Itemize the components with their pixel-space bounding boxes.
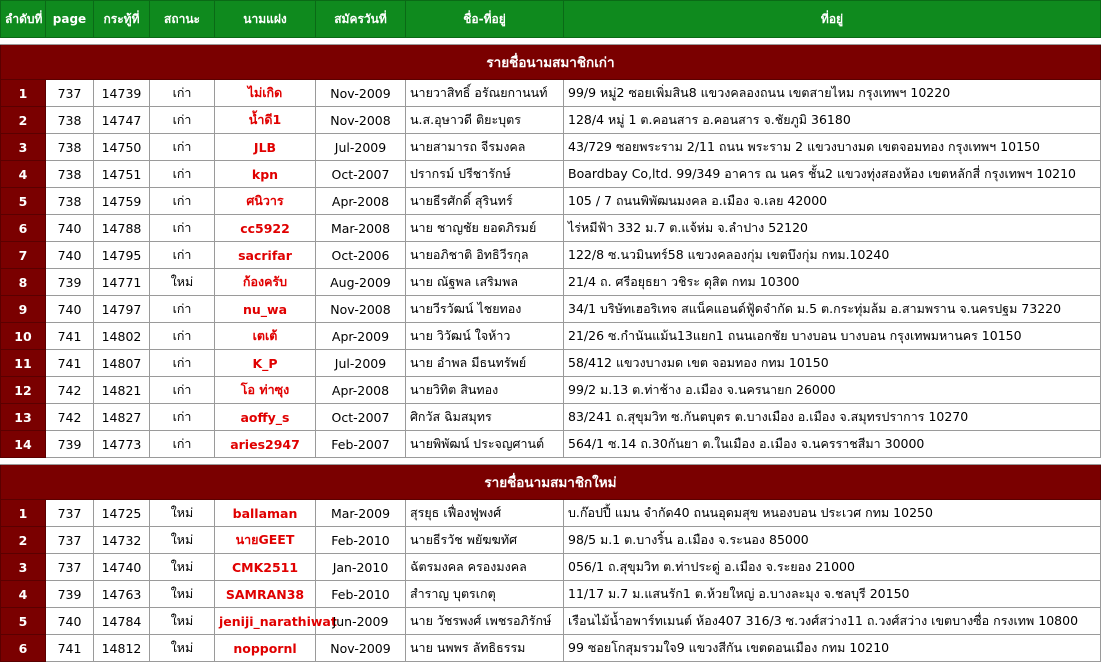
row-number: 4 bbox=[1, 581, 46, 608]
status-cell: เก่า bbox=[150, 242, 215, 269]
address-cell: 43/729 ซอยพระราม 2/11 ถนน พระราม 2 แขวงบางมด เขตจอมทอง กรุงเทพฯ 10150 bbox=[564, 134, 1101, 161]
nickname-cell: aries2947 bbox=[215, 431, 316, 458]
join-date-cell: Nov-2009 bbox=[316, 635, 406, 662]
page-cell: 737 bbox=[46, 500, 94, 527]
address-cell: 056/1 ถ.สุขุมวิท ต.ท่าประดู่ อ.เมือง จ.ระยอง 21000 bbox=[564, 554, 1101, 581]
page-cell: 739 bbox=[46, 581, 94, 608]
name-cell: นาย วัชรพงศ์ เพชรอภิรักษ์ bbox=[406, 608, 564, 635]
page-cell: 737 bbox=[46, 554, 94, 581]
nickname-cell: kpn bbox=[215, 161, 316, 188]
name-cell: สำราญ บุตรเกตุ bbox=[406, 581, 564, 608]
nickname-cell: aoffy_s bbox=[215, 404, 316, 431]
status-cell: เก่า bbox=[150, 431, 215, 458]
thread-cell: 14821 bbox=[94, 377, 150, 404]
join-date-cell: Jun-2009 bbox=[316, 608, 406, 635]
row-number: 1 bbox=[1, 80, 46, 107]
page-cell: 738 bbox=[46, 161, 94, 188]
nickname-cell: ก้องครับ bbox=[215, 269, 316, 296]
table-row bbox=[1, 323, 1101, 350]
page-cell: 740 bbox=[46, 242, 94, 269]
table-row bbox=[1, 269, 1101, 296]
table-row bbox=[1, 431, 1101, 458]
status-cell: เก่า bbox=[150, 404, 215, 431]
nickname-cell: sacrifar bbox=[215, 242, 316, 269]
name-cell: นายสามารถ จีรมงคล bbox=[406, 134, 564, 161]
row-number: 2 bbox=[1, 107, 46, 134]
nickname-cell: นายGEET bbox=[215, 527, 316, 554]
thread-cell: 14747 bbox=[94, 107, 150, 134]
nickname-cell: ศนิวาร bbox=[215, 188, 316, 215]
table-row bbox=[1, 350, 1101, 377]
row-number: 4 bbox=[1, 161, 46, 188]
status-cell: ใหม่ bbox=[150, 527, 215, 554]
address-cell: 21/26 ซ.กำนันแม้น13แยก1 ถนนเอกชัย บางบอน บางบอน กรุงเทพมหานคร 10150 bbox=[564, 323, 1101, 350]
join-date-cell: Mar-2008 bbox=[316, 215, 406, 242]
name-cell: นาย วิวัฒน์ ใจห้าว bbox=[406, 323, 564, 350]
row-number: 9 bbox=[1, 296, 46, 323]
name-cell: สุรยุธ เฟื่องฟูพงศ์ bbox=[406, 500, 564, 527]
address-cell: 99/2 ม.13 ต.ท่าช้าง อ.เมือง จ.นครนายก 26000 bbox=[564, 377, 1101, 404]
header-row bbox=[1, 1, 1101, 38]
page-cell: 740 bbox=[46, 608, 94, 635]
header-name: ชื่อ-ที่อยู่ bbox=[406, 1, 564, 38]
nickname-cell: noppornl bbox=[215, 635, 316, 662]
page-cell: 741 bbox=[46, 350, 94, 377]
address-cell: 99/9 หมู่2 ซอยเพิ่มสิน8 แขวงคลองถนน เขตสายไหม กรุงเทพฯ 10220 bbox=[564, 80, 1101, 107]
status-cell: เก่า bbox=[150, 188, 215, 215]
status-cell: เก่า bbox=[150, 215, 215, 242]
nickname-cell: เตเต้ bbox=[215, 323, 316, 350]
thread-cell: 14732 bbox=[94, 527, 150, 554]
nickname-cell: jeniji_narathiwat bbox=[215, 608, 316, 635]
table-row bbox=[1, 215, 1101, 242]
join-date-cell: Nov-2009 bbox=[316, 80, 406, 107]
join-date-cell: Jan-2010 bbox=[316, 554, 406, 581]
row-number: 7 bbox=[1, 242, 46, 269]
header-address: ที่อยู่ bbox=[564, 1, 1101, 38]
status-cell: ใหม่ bbox=[150, 608, 215, 635]
nickname-cell: cc5922 bbox=[215, 215, 316, 242]
table-row bbox=[1, 404, 1101, 431]
join-date-cell: Apr-2008 bbox=[316, 188, 406, 215]
header-no: ลำดับที่ bbox=[1, 1, 46, 38]
join-date-cell: Feb-2010 bbox=[316, 581, 406, 608]
address-cell: 105 / 7 ถนนพิพัฒนมงคล อ.เมือง จ.เลย 42000 bbox=[564, 188, 1101, 215]
address-cell: 11/17 ม.7 ม.แสนรัก1 ต.ห้วยใหญ่ อ.บางละมุง จ.ชลบุรี 20150 bbox=[564, 581, 1101, 608]
address-cell: ไร่หมีฟ้า 332 ม.7 ต.แจ้ห่ม จ.ลำปาง 52120 bbox=[564, 215, 1101, 242]
status-cell: เก่า bbox=[150, 134, 215, 161]
status-cell: ใหม่ bbox=[150, 269, 215, 296]
name-cell: นายพิพัฒน์ ประจญศานต์ bbox=[406, 431, 564, 458]
name-cell: ปรากรม์ ปรีชารักษ์ bbox=[406, 161, 564, 188]
join-date-cell: Jul-2009 bbox=[316, 350, 406, 377]
thread-cell: 14739 bbox=[94, 80, 150, 107]
join-date-cell: Mar-2009 bbox=[316, 500, 406, 527]
nickname-cell: ไม่เกิด bbox=[215, 80, 316, 107]
address-cell: 564/1 ซ.14 ถ.30กันยา ต.ในเมือง อ.เมือง จ.นครราชสีมา 30000 bbox=[564, 431, 1101, 458]
row-number: 5 bbox=[1, 608, 46, 635]
page-cell: 742 bbox=[46, 404, 94, 431]
thread-cell: 14740 bbox=[94, 554, 150, 581]
status-cell: เก่า bbox=[150, 107, 215, 134]
thread-cell: 14797 bbox=[94, 296, 150, 323]
nickname-cell: ballaman bbox=[215, 500, 316, 527]
name-cell: นายวีรวัฒน์ ไชยทอง bbox=[406, 296, 564, 323]
table-row bbox=[1, 527, 1101, 554]
row-number: 14 bbox=[1, 431, 46, 458]
address-cell: เรือนไม้น้ำอพาร์ทเมนต์ ห้อง407 316/3 ซ.วงศ์สว่าง11 ถ.วงศ์สว่าง เขตบางซื่อ กรงเทพ 10800 bbox=[564, 608, 1101, 635]
row-number: 3 bbox=[1, 554, 46, 581]
table-row bbox=[1, 554, 1101, 581]
address-cell: 58/412 แขวงบางมด เขต จอมทอง กทม 10150 bbox=[564, 350, 1101, 377]
status-cell: เก่า bbox=[150, 296, 215, 323]
thread-cell: 14763 bbox=[94, 581, 150, 608]
header-page: page bbox=[46, 1, 94, 38]
status-cell: เก่า bbox=[150, 80, 215, 107]
thread-cell: 14812 bbox=[94, 635, 150, 662]
name-cell: นายธีรวัช พยัฆฆทัศ bbox=[406, 527, 564, 554]
nickname-cell: น้ำดี1 bbox=[215, 107, 316, 134]
join-date-cell: Nov-2008 bbox=[316, 296, 406, 323]
table-row bbox=[1, 134, 1101, 161]
section-spacer-cell bbox=[1, 38, 1101, 45]
table-row bbox=[1, 635, 1101, 662]
section-title: รายชื่อนามสมาชิกใหม่ bbox=[1, 465, 1101, 500]
row-number: 6 bbox=[1, 635, 46, 662]
row-number: 12 bbox=[1, 377, 46, 404]
page-cell: 737 bbox=[46, 80, 94, 107]
name-cell: ฉัตรมงคล ครองมงคล bbox=[406, 554, 564, 581]
table-row bbox=[1, 161, 1101, 188]
join-date-cell: Apr-2009 bbox=[316, 323, 406, 350]
nickname-cell: โอ ท่าซุง bbox=[215, 377, 316, 404]
header-thread: กระทู้ที่ bbox=[94, 1, 150, 38]
nickname-cell: K_P bbox=[215, 350, 316, 377]
address-cell: 98/5 ม.1 ต.บางริ้น อ.เมือง จ.ระนอง 85000 bbox=[564, 527, 1101, 554]
header-status: สถานะ bbox=[150, 1, 215, 38]
thread-cell: 14773 bbox=[94, 431, 150, 458]
address-cell: 21/4 ถ. ศรีอยุธยา วชิระ ดุสิต กทม 10300 bbox=[564, 269, 1101, 296]
status-cell: เก่า bbox=[150, 161, 215, 188]
table-body bbox=[1, 38, 1101, 662]
row-number: 8 bbox=[1, 269, 46, 296]
address-cell: 83/241 ถ.สุขุมวิท ซ.กันตบุตร ต.บางเมือง อ.เมือง จ.สมุทรปราการ 10270 bbox=[564, 404, 1101, 431]
table-row bbox=[1, 377, 1101, 404]
page-cell: 738 bbox=[46, 188, 94, 215]
status-cell: ใหม่ bbox=[150, 581, 215, 608]
page-cell: 740 bbox=[46, 296, 94, 323]
nickname-cell: nu_wa bbox=[215, 296, 316, 323]
name-cell: นายธีรศักดิ์ สุรินทร์ bbox=[406, 188, 564, 215]
name-cell: นายวิทิต สินทอง bbox=[406, 377, 564, 404]
name-cell: นายอภิชาติ อิทธิวีรกุล bbox=[406, 242, 564, 269]
thread-cell: 14750 bbox=[94, 134, 150, 161]
table-row bbox=[1, 242, 1101, 269]
join-date-cell: Jul-2009 bbox=[316, 134, 406, 161]
name-cell: นาย นพพร ลัทธิธรรม bbox=[406, 635, 564, 662]
page-cell: 741 bbox=[46, 635, 94, 662]
name-cell: นาย ชาญชัย ยอดภิรมย์ bbox=[406, 215, 564, 242]
status-cell: ใหม่ bbox=[150, 554, 215, 581]
table-row bbox=[1, 107, 1101, 134]
thread-cell: 14725 bbox=[94, 500, 150, 527]
row-number: 6 bbox=[1, 215, 46, 242]
header-nickname: นามแฝง bbox=[215, 1, 316, 38]
row-number: 13 bbox=[1, 404, 46, 431]
page-cell: 740 bbox=[46, 215, 94, 242]
table-row bbox=[1, 188, 1101, 215]
join-date-cell: Oct-2007 bbox=[316, 404, 406, 431]
page-cell: 739 bbox=[46, 431, 94, 458]
row-number: 10 bbox=[1, 323, 46, 350]
table-row bbox=[1, 80, 1101, 107]
join-date-cell: Oct-2006 bbox=[316, 242, 406, 269]
join-date-cell: Feb-2010 bbox=[316, 527, 406, 554]
status-cell: เก่า bbox=[150, 377, 215, 404]
row-number: 2 bbox=[1, 527, 46, 554]
address-cell: 128/4 หมู่ 1 ต.คอนสาร อ.คอนสาร จ.ชัยภูมิ 36180 bbox=[564, 107, 1101, 134]
address-cell: 99 ซอยโกสุมรวมใจ9 แขวงสีกัน เขตดอนเมือง กทม 10210 bbox=[564, 635, 1101, 662]
name-cell: นาย ณัฐพล เสริมพล bbox=[406, 269, 564, 296]
join-date-cell: Aug-2009 bbox=[316, 269, 406, 296]
section-title: รายชื่อนามสมาชิกเก่า bbox=[1, 45, 1101, 80]
page-cell: 742 bbox=[46, 377, 94, 404]
join-date-cell: Apr-2008 bbox=[316, 377, 406, 404]
address-cell: 122/8 ซ.นวมินทร์58 แขวงคลองกุ่ม เขตบึงกุ่ม กทม.10240 bbox=[564, 242, 1101, 269]
thread-cell: 14771 bbox=[94, 269, 150, 296]
status-cell: เก่า bbox=[150, 323, 215, 350]
address-cell: บ.ก๊อปปี้ แมน จำกัด40 ถนนอุดมสุข หนองบอน ประเวศ กทม 10250 bbox=[564, 500, 1101, 527]
section-spacer bbox=[1, 458, 1101, 465]
name-cell: นาย อำพล มีธนทรัพย์ bbox=[406, 350, 564, 377]
table-row bbox=[1, 500, 1101, 527]
thread-cell: 14759 bbox=[94, 188, 150, 215]
header-join-date: สมัครวันที่ bbox=[316, 1, 406, 38]
thread-cell: 14788 bbox=[94, 215, 150, 242]
nickname-cell: SAMRAN38 bbox=[215, 581, 316, 608]
row-number: 11 bbox=[1, 350, 46, 377]
table-row bbox=[1, 296, 1101, 323]
name-cell: ศิกวัส ฉิมสมุทร bbox=[406, 404, 564, 431]
address-cell: 34/1 บริษัทเฮอริเทจ สแน็คแอนด์ฟู้ดจำกัด ม.5 ต.กระทุ่มล้ม อ.สามพราน จ.นครปฐม 73220 bbox=[564, 296, 1101, 323]
page-cell: 738 bbox=[46, 134, 94, 161]
join-date-cell: Oct-2007 bbox=[316, 161, 406, 188]
thread-cell: 14827 bbox=[94, 404, 150, 431]
thread-cell: 14795 bbox=[94, 242, 150, 269]
section-header-row bbox=[1, 45, 1101, 80]
name-cell: น.ส.อุษาวดี ติยะบุตร bbox=[406, 107, 564, 134]
nickname-cell: JLB bbox=[215, 134, 316, 161]
table-row bbox=[1, 608, 1101, 635]
page-cell: 741 bbox=[46, 323, 94, 350]
address-cell: Boardbay Co,ltd. 99/349 อาคาร ณ นคร ชั้น2 แขวงทุ่งสองห้อง เขตหลักสี่ กรุงเทพฯ 10210 bbox=[564, 161, 1101, 188]
thread-cell: 14807 bbox=[94, 350, 150, 377]
thread-cell: 14751 bbox=[94, 161, 150, 188]
table-row bbox=[1, 581, 1101, 608]
join-date-cell: Feb-2007 bbox=[316, 431, 406, 458]
page-cell: 739 bbox=[46, 269, 94, 296]
row-number: 1 bbox=[1, 500, 46, 527]
join-date-cell: Nov-2008 bbox=[316, 107, 406, 134]
name-cell: นายวาสิทธิ์ อรัณยกานนท์ bbox=[406, 80, 564, 107]
nickname-cell: CMK2511 bbox=[215, 554, 316, 581]
section-header-row bbox=[1, 465, 1101, 500]
status-cell: ใหม่ bbox=[150, 500, 215, 527]
thread-cell: 14784 bbox=[94, 608, 150, 635]
row-number: 5 bbox=[1, 188, 46, 215]
status-cell: เก่า bbox=[150, 350, 215, 377]
status-cell: ใหม่ bbox=[150, 635, 215, 662]
page-cell: 737 bbox=[46, 527, 94, 554]
page-cell: 738 bbox=[46, 107, 94, 134]
section-spacer-cell bbox=[1, 458, 1101, 465]
thread-cell: 14802 bbox=[94, 323, 150, 350]
row-number: 3 bbox=[1, 134, 46, 161]
section-spacer bbox=[1, 38, 1101, 45]
